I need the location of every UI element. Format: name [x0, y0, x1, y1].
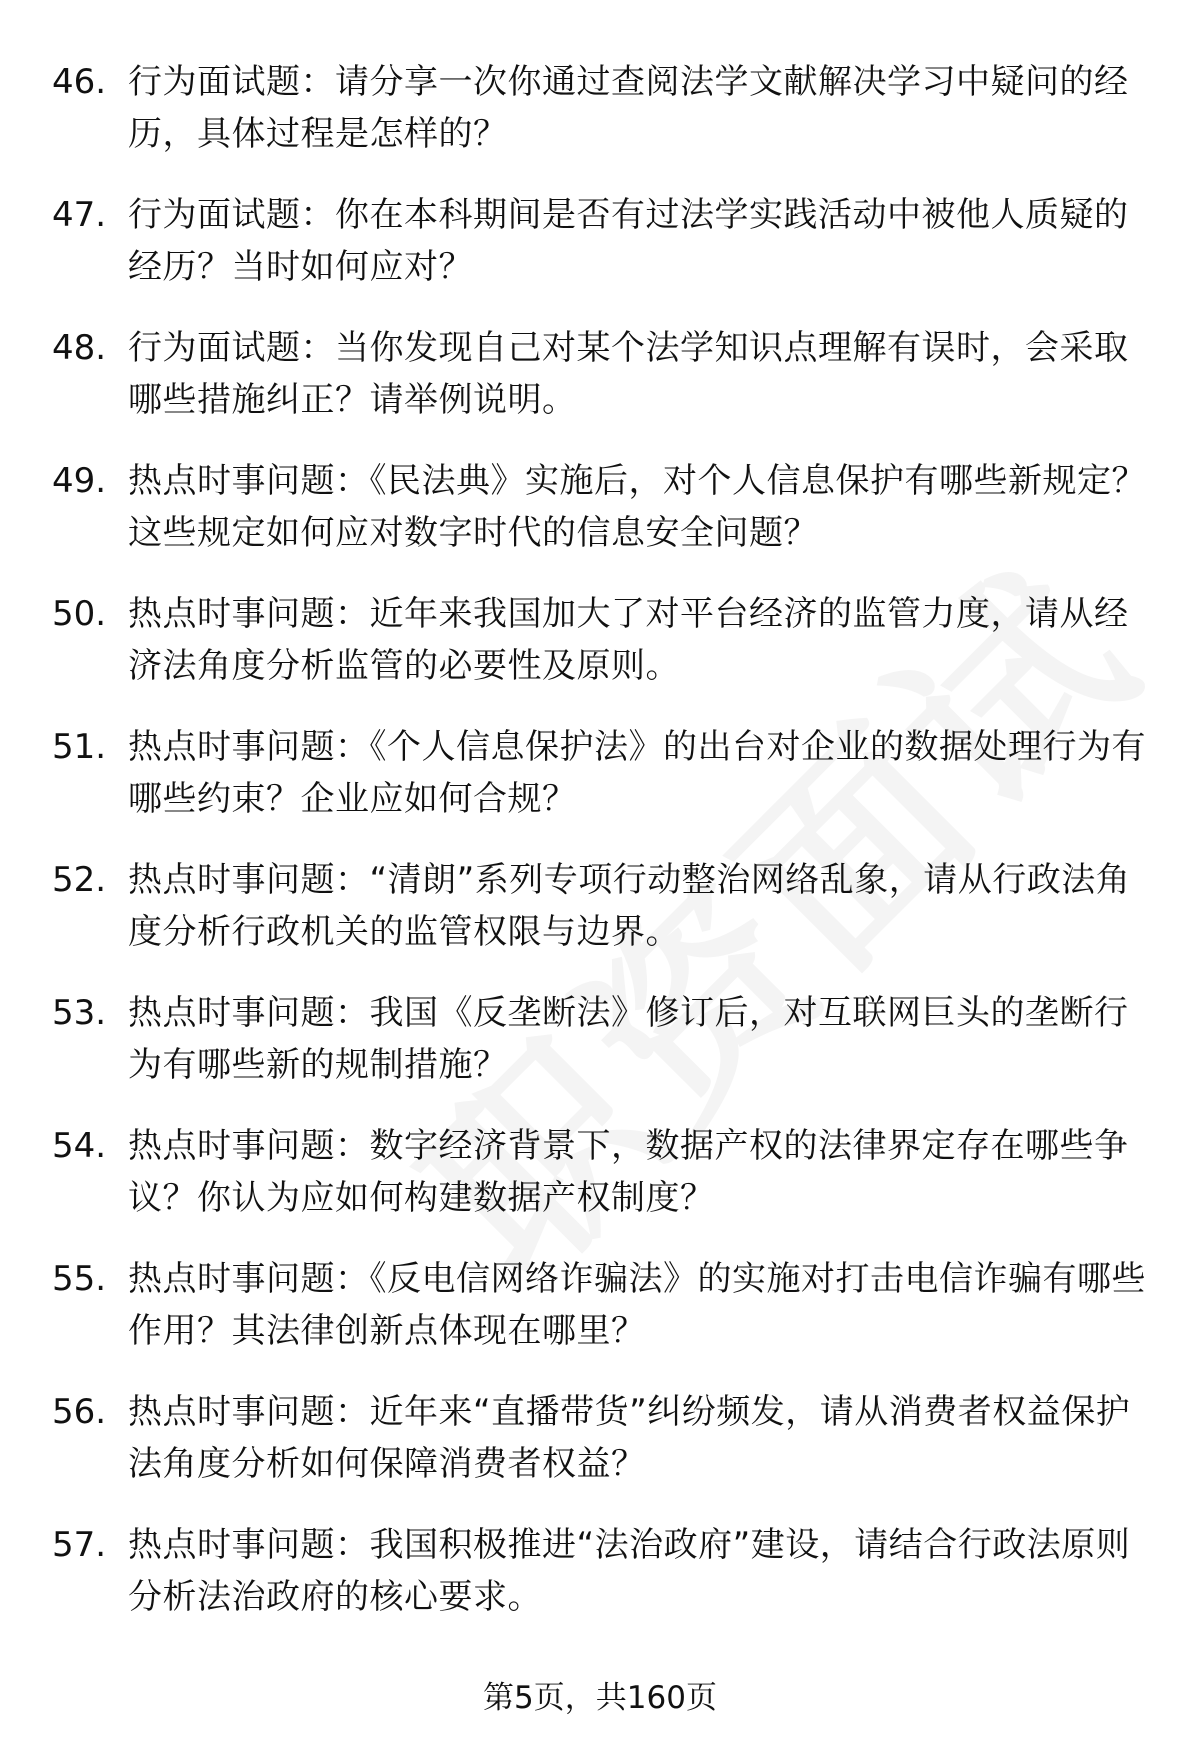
question-text: 热点时事问题：我国积极推进“法治政府”建设，请结合行政法原则分析法治政府的核心要求。 [128, 1525, 1131, 1617]
question-text: 热点时事问题：“清朗”系列专项行动整治网络乱象，请从行政法角度分析行政机关的监管权限与边界。 [128, 860, 1131, 952]
question-number: 56. [52, 1392, 107, 1432]
question-number: 52. [52, 860, 107, 900]
question-item [0, 1519, 1200, 1652]
question-item [0, 1120, 1200, 1253]
question-number: 55. [52, 1259, 107, 1299]
page-footer: 第5页，共160页 [483, 1680, 717, 1716]
question-item [0, 1253, 1200, 1386]
question-item [0, 1386, 1200, 1519]
question-item [0, 987, 1200, 1120]
question-list [0, 56, 1200, 1652]
question-number: 46. [52, 62, 107, 102]
question-item [0, 854, 1200, 987]
question-number: 50. [52, 594, 107, 634]
question-item [0, 56, 1200, 189]
question-item [0, 455, 1200, 588]
question-text: 热点时事问题：《反电信网络诈骗法》的实施对打击电信诈骗有哪些作用？其法律创新点体现在哪里？ [128, 1259, 1146, 1351]
question-item [0, 189, 1200, 322]
question-number: 54. [52, 1126, 107, 1166]
question-text: 热点时事问题：近年来“直播带货”纠纷频发，请从消费者权益保护法角度分析如何保障消费者权益？ [128, 1392, 1131, 1484]
question-number: 47. [52, 195, 107, 235]
question-number: 51. [52, 727, 107, 767]
question-number: 53. [52, 993, 107, 1033]
question-text: 热点时事问题：我国《反垄断法》修订后，对互联网巨头的垄断行为有哪些新的规制措施？ [128, 993, 1129, 1085]
question-number: 48. [52, 328, 107, 368]
question-text: 热点时事问题：数字经济背景下，数据产权的法律界定存在哪些争议？你认为应如何构建数据产权制度？ [128, 1126, 1129, 1218]
question-text: 行为面试题：当你发现自己对某个法学知识点理解有误时，会采取哪些措施纠正？请举例说明。 [128, 328, 1129, 420]
question-text: 行为面试题：请分享一次你通过查阅法学文献解决学习中疑问的经历，具体过程是怎样的？ [128, 62, 1129, 154]
question-text: 热点时事问题：《个人信息保护法》的出台对企业的数据处理行为有哪些约束？企业应如何合规？ [128, 727, 1146, 819]
question-number: 57. [52, 1525, 107, 1565]
question-text: 热点时事问题：近年来我国加大了对平台经济的监管力度，请从经济法角度分析监管的必要性及原则。 [128, 594, 1129, 686]
question-item [0, 588, 1200, 721]
question-text: 热点时事问题：《民法典》实施后，对个人信息保护有哪些新规定？这些规定如何应对数字时代的信息安全问题？ [128, 461, 1146, 553]
question-text: 行为面试题：你在本科期间是否有过法学实践活动中被他人质疑的经历？当时如何应对？ [128, 195, 1129, 287]
question-item [0, 721, 1200, 854]
question-number: 49. [52, 461, 107, 501]
question-item [0, 322, 1200, 455]
